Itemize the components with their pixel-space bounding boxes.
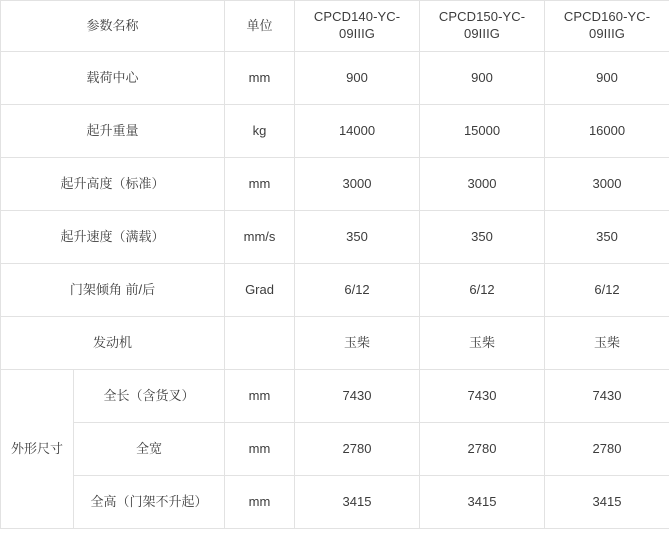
row-label: 起升速度（满载） bbox=[1, 211, 225, 264]
table-row bbox=[1, 317, 669, 370]
row-value-3: 2780 bbox=[545, 423, 669, 476]
row-unit: mm bbox=[225, 158, 295, 211]
row-value-1: 350 bbox=[295, 211, 420, 264]
row-value-1: 14000 bbox=[295, 105, 420, 158]
row-label: 起升重量 bbox=[1, 105, 225, 158]
row-value-3: 3000 bbox=[545, 158, 669, 211]
row-value-1: 6/12 bbox=[295, 264, 420, 317]
row-value-1: 玉柴 bbox=[295, 317, 420, 370]
row-value-3: 900 bbox=[545, 52, 669, 105]
row-unit bbox=[225, 317, 295, 370]
header-model-1: CPCD140-YC-09IIIG bbox=[295, 1, 420, 52]
header-unit: 单位 bbox=[225, 1, 295, 52]
header-param-name: 参数名称 bbox=[1, 1, 225, 52]
row-value-2: 6/12 bbox=[420, 264, 545, 317]
row-label: 全高（门架不升起） bbox=[74, 476, 225, 529]
row-label: 起升高度（标准） bbox=[1, 158, 225, 211]
row-label: 门架倾角 前/后 bbox=[1, 264, 225, 317]
row-label: 全宽 bbox=[74, 423, 225, 476]
row-value-1: 2780 bbox=[295, 423, 420, 476]
row-value-3: 7430 bbox=[545, 370, 669, 423]
row-value-3: 350 bbox=[545, 211, 669, 264]
header-model-2: CPCD150-YC-09IIIG bbox=[420, 1, 545, 52]
table-row bbox=[1, 52, 669, 105]
table-row bbox=[1, 211, 669, 264]
row-value-2: 3415 bbox=[420, 476, 545, 529]
row-value-3: 6/12 bbox=[545, 264, 669, 317]
row-unit: Grad bbox=[225, 264, 295, 317]
table-row bbox=[1, 105, 669, 158]
row-value-3: 16000 bbox=[545, 105, 669, 158]
row-value-2: 15000 bbox=[420, 105, 545, 158]
table-row bbox=[1, 264, 669, 317]
row-unit: mm bbox=[225, 423, 295, 476]
table-row bbox=[1, 476, 669, 529]
row-value-3: 3415 bbox=[545, 476, 669, 529]
row-value-1: 900 bbox=[295, 52, 420, 105]
row-value-2: 350 bbox=[420, 211, 545, 264]
row-label: 发动机 bbox=[1, 317, 225, 370]
table-row bbox=[1, 370, 669, 423]
table-header-row bbox=[1, 1, 669, 52]
row-unit: mm/s bbox=[225, 211, 295, 264]
row-value-2: 玉柴 bbox=[420, 317, 545, 370]
row-unit: kg bbox=[225, 105, 295, 158]
row-value-2: 3000 bbox=[420, 158, 545, 211]
table-row bbox=[1, 158, 669, 211]
row-value-2: 900 bbox=[420, 52, 545, 105]
row-value-1: 7430 bbox=[295, 370, 420, 423]
header-model-3: CPCD160-YC-09IIIG bbox=[545, 1, 669, 52]
row-value-3: 玉柴 bbox=[545, 317, 669, 370]
row-value-1: 3415 bbox=[295, 476, 420, 529]
table-header bbox=[1, 1, 669, 52]
table-row bbox=[1, 423, 669, 476]
row-value-2: 2780 bbox=[420, 423, 545, 476]
group-label-dimensions: 外形尺寸 bbox=[1, 370, 74, 529]
row-value-1: 3000 bbox=[295, 158, 420, 211]
row-unit: mm bbox=[225, 476, 295, 529]
row-unit: mm bbox=[225, 52, 295, 105]
row-label: 全长（含货叉） bbox=[74, 370, 225, 423]
row-label: 载荷中心 bbox=[1, 52, 225, 105]
table-body bbox=[1, 52, 669, 529]
row-value-2: 7430 bbox=[420, 370, 545, 423]
row-unit: mm bbox=[225, 370, 295, 423]
